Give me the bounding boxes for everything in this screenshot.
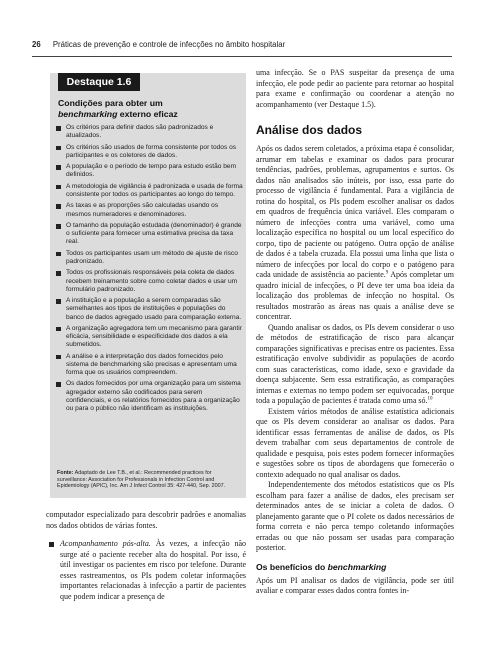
bullet-square bbox=[56, 185, 61, 190]
box-list-item-text: Os dados fornecidos por uma organização para um sistema agregador externo são codificados para serem confidenciais, e os relatórios fornecidos para a organização ou para o público não identificam as instituições. bbox=[66, 380, 241, 412]
header-rule bbox=[32, 56, 452, 57]
box-list-item-text: A população e o período de tempo para estudo estão bem definidos. bbox=[66, 163, 237, 179]
box-list-item bbox=[56, 297, 244, 321]
right-column bbox=[256, 68, 454, 597]
box-list-item bbox=[56, 250, 244, 266]
box-list-item bbox=[56, 183, 244, 199]
box-list-item-text: Os critérios são usados de forma consistente por todos os participantes e os coletores de dados. bbox=[66, 143, 237, 159]
bullet-square bbox=[56, 271, 61, 276]
p1-end: Após completar um quadro inicial de infecções, o PI deve ter uma boa ideia da localização dos problemas de infecção no hospital. Os resultados mostrarão as áreas nas quais a análise deve se concentrar. bbox=[256, 270, 455, 321]
box-list-item-text: Os critérios para definir dados são padronizados e atualizados. bbox=[66, 124, 214, 140]
box-list-item bbox=[56, 380, 244, 413]
right-continuation: uma infecção. Se o PAS suspeitar da presença de uma infecção, ele pode pedir ao paciente para retornar ao hospital para exame e confirmação ou coordenar a atenção no acompanhamento (ver Destaque 1.5). bbox=[256, 68, 454, 109]
box-title-em: benchmarking bbox=[58, 108, 118, 119]
box-list-item-text: A análise e a interpretação dos dados fornecidos pelo sistema de benchmarking são precisas e apresentam uma forma que os usuários compreendem. bbox=[66, 352, 237, 377]
p2-ref: 10 bbox=[427, 396, 433, 402]
bullet-square bbox=[56, 204, 61, 209]
bullet-square bbox=[56, 355, 61, 360]
subheading-pre: Os benefícios do bbox=[256, 561, 328, 572]
box-list-item-text: A organização agregadora tem um mecanismo para garantir eficácia, sensibilidade e especificidade dos dados a ela submetidos. bbox=[66, 324, 242, 349]
box-list-item bbox=[56, 269, 244, 293]
box-list-item-text: Todos os participantes usam um método de ajuste de risco padronizado. bbox=[66, 249, 238, 265]
bullet-square bbox=[56, 146, 61, 151]
box-list-item-text: As taxas e as proporções são calculadas usando os mesmos numeradores e denominadores. bbox=[66, 202, 219, 218]
box-source-text: Adaptado de Lee T.B., et al.: Recommended practices for surveillance: Association for Professionals in Infection Control and Epidemiology (APIC), Inc. Am J Infect Control 35: 427-440, Sep. 2007. bbox=[57, 470, 226, 490]
highlight-box-list bbox=[56, 124, 244, 416]
paragraph-5: Após um PI analisar os dados de vigilância, pode ser útil avaliar e comparar esses dados contra fontes in- bbox=[256, 575, 454, 595]
bullet-square bbox=[56, 327, 61, 332]
bullet-square bbox=[56, 224, 61, 229]
box-title-line1: Condições para obter um bbox=[58, 98, 163, 108]
box-list-item bbox=[56, 222, 244, 246]
box-list-item bbox=[56, 202, 244, 218]
box-list-item bbox=[56, 353, 244, 377]
bullet-text: Às vezes, a infecção não surge até o paciente receber alta do hospital. Por isso, é útil investigar os pacientes em risco por telefone. Durante esses rastreamentos, os PIs podem coletar informações importantes relacionadas à infecção a partir de pacientes que podem indicar a presença de bbox=[60, 539, 246, 601]
p1-ref: 9 bbox=[385, 270, 389, 276]
box-source bbox=[57, 470, 241, 490]
paragraph-2 bbox=[256, 323, 454, 407]
bullet-square bbox=[56, 165, 61, 170]
box-list-item bbox=[56, 144, 244, 160]
bullet-term: Acompanhamento pós-alta. bbox=[60, 539, 151, 548]
box-list-item bbox=[56, 325, 244, 349]
left-continuation: computador especializado para descobrir padrões e anomalias nos dados obtidos de várias fontes. bbox=[46, 510, 246, 530]
left-column bbox=[46, 510, 246, 602]
bullet-square bbox=[56, 299, 61, 304]
bullet-square bbox=[49, 542, 54, 547]
bullet-square bbox=[56, 382, 61, 387]
box-title-rest: externo eficaz bbox=[117, 108, 178, 119]
page-number: 26 bbox=[32, 40, 41, 49]
running-title: Práticas de prevenção e controle de infecções no âmbito hospitalar bbox=[52, 40, 286, 49]
bullet-square bbox=[56, 126, 61, 131]
left-bullet bbox=[46, 539, 246, 602]
box-list-item-text: A metodologia de vigilância é padronizada e usada de forma consistente por todos os participantes ao longo do tempo. bbox=[66, 182, 243, 198]
box-list-item-text: O tamanho da população estudada (denominador) é grande o suficiente para fornecer uma estimativa precisa da taxa real. bbox=[66, 222, 242, 246]
paragraph-3: Existem vários métodos de análise estatística adicionais que os PIs devem considerar ao analisar os dados. Para identificar essas ferramentas de análise de dados, os PIs devem trabalhar com seus departamentos de controle de qualidade e pesquisa, pois estes podem fornecer informações e sugestões sobre os tipos de abordagens que fornecerão o contexto adequado no qual analisar os dados. bbox=[256, 406, 454, 479]
p2-text: Quando analisar os dados, os PIs devem considerar o uso de métodos de estratificação de risco para alcançar comparações significativas e precisas entre os pacientes. Essa estratificação envolve subdividir as populações de acordo com suas características, como idade, sexo e gravidade da doença subjacente. Sem essa estratificação, as comparações internas e externas no tempo podem ser equivocadas, porque toda a população de pacientes é tratada como uma só. bbox=[256, 322, 454, 405]
subheading bbox=[256, 562, 454, 573]
box-list-item-text: A instituição e a população a serem comparadas são semelhantes aos tipos de instituições e populações do banco de dados agregado usado para comparação externa. bbox=[66, 297, 242, 321]
subheading-em: benchmarking bbox=[327, 561, 387, 572]
box-list-item bbox=[56, 124, 244, 140]
highlight-box-label: Destaque 1.6 bbox=[58, 73, 140, 91]
paragraph-4: Independentemente dos métodos estatísticos que os PIs escolham para fazer a análise de dados, eles precisam ser determinados antes de se iniciar a coleta de dados. O planejamento garante que o PI colete os dados necessários de forma correta e não perca tempo coletando informações erradas ou que não possam ser usadas para comparação posterior. bbox=[256, 480, 454, 552]
running-head bbox=[32, 40, 452, 54]
section-heading: Análise dos dados bbox=[256, 123, 363, 137]
box-list-item-text: Todos os profissionais responsáveis pela coleta de dados recebem treinamento sobre como coletar dados e usar um formulário padronizado. bbox=[66, 269, 238, 293]
paragraph-1 bbox=[256, 144, 454, 323]
box-list-item bbox=[56, 163, 244, 179]
bullet-square bbox=[56, 252, 61, 257]
p1-text: Após os dados serem coletados, a próxima etapa é consolidar, arrumar em tabelas e examinar os dados para procurar tendências, padrões, problemas, agrupamentos e surtos. Os dados não analisados são inúteis, por isso, essa parte do processo de vigilância é fundamental. Para a vigilância de rotina do hospital, os PIs podem escolher analisar os dados em quadros de frequência única variável. Eles comparam o número de infecções contra uma variável, como uma localização específica no hospital ou um local específico do corpo, tipo de paciente ou patógeno. Outra opção de análise de dados é a tabela cruzada. Ela possui uma linha que lista o número de infecções por local do corpo e o patógeno para cada unidade de assistência ao paciente. bbox=[256, 144, 454, 279]
box-source-label: Fonte: bbox=[57, 470, 74, 476]
highlight-box-title bbox=[58, 98, 240, 119]
